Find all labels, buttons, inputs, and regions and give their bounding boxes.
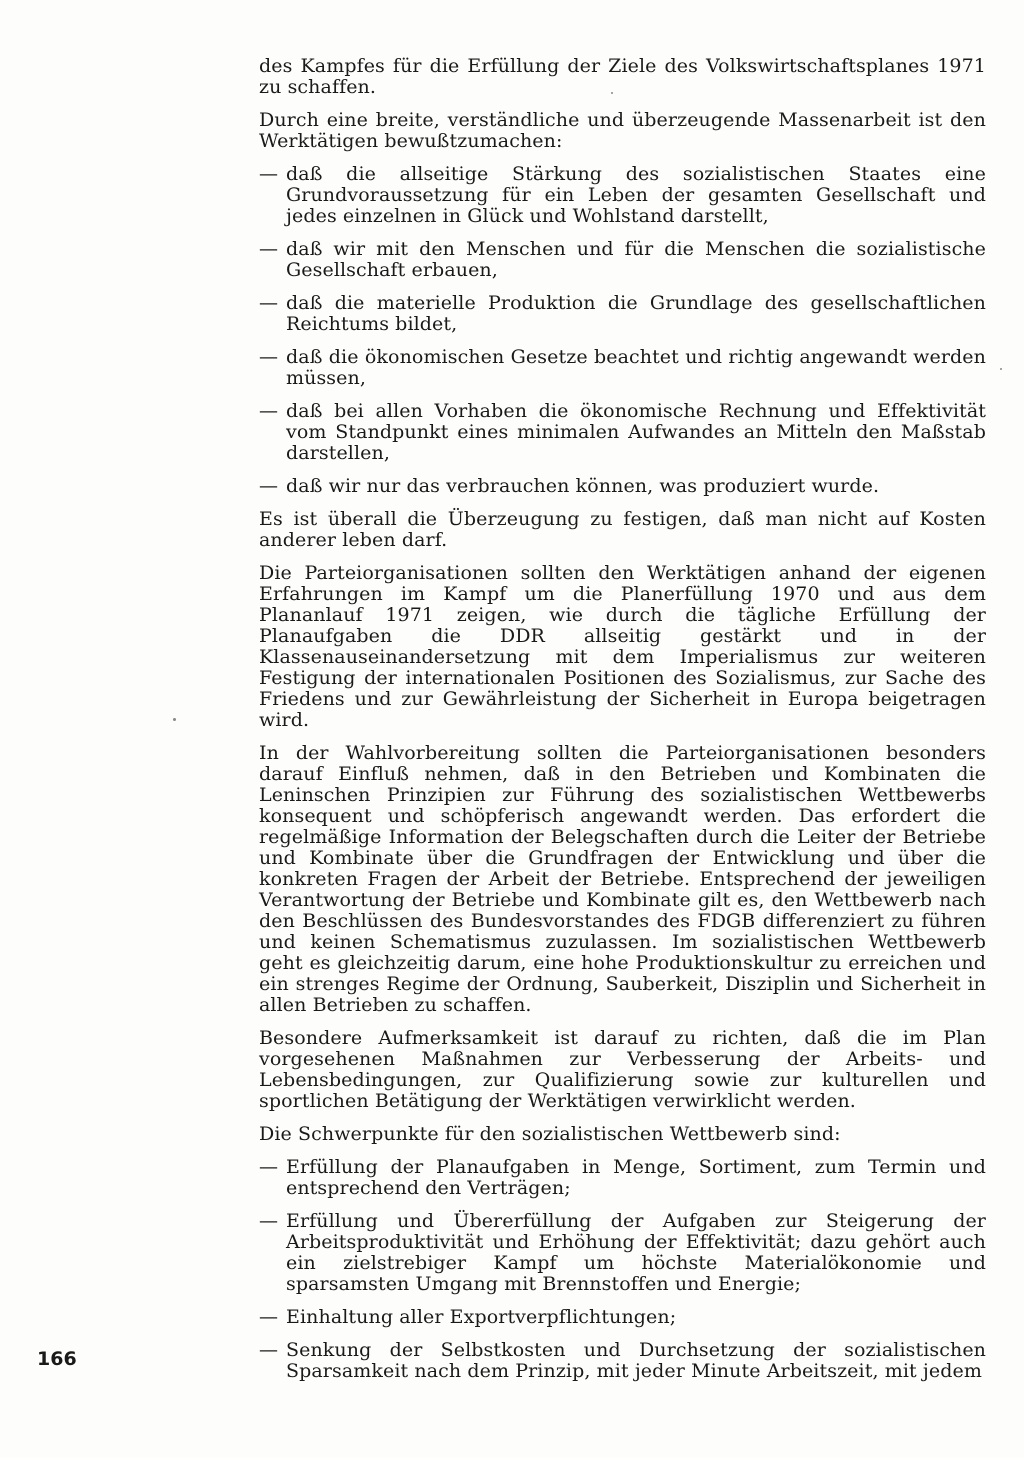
dash-bullet: — — [259, 475, 279, 497]
paragraph-continuation: des Kampfes für die Erfüllung der Ziele des Volkswirtschaftsplanes 1971 zu schaffen. — [259, 55, 986, 98]
list-item — [259, 1211, 986, 1295]
paragraph-intro: Durch eine breite, verständliche und überzeugende Massenarbeit ist den Werktätigen bewußtzumachen: — [259, 109, 986, 152]
list-item-text: daß die materielle Produktion die Grundlage des gesellschaftlichen Reichtums bildet, — [286, 292, 986, 335]
paragraph-conviction: Es ist überall die Überzeugung zu festigen, daß man nicht auf Kosten anderer leben darf. — [259, 508, 986, 551]
dash-bullet: — — [259, 1210, 279, 1232]
dash-bullet: — — [259, 346, 279, 368]
list-item-text: Erfüllung und Übererfüllung der Aufgaben zur Steigerung der Arbeitsproduktivität und Erhöhung der Effektivität; dazu gehört auch ein zielstrebiger Kampf um höchste Materialökonomie und sparsamsten Umgang mit Brennstoffen und Energie; — [286, 1210, 986, 1295]
list-item-text: Erfüllung der Planaufgaben in Menge, Sortiment, zum Termin und entsprechend den Verträgen; — [286, 1156, 986, 1199]
body-text — [259, 56, 986, 1394]
list-item — [259, 1307, 986, 1328]
list-item-text: daß die allseitige Stärkung des sozialistischen Staates eine Grundvoraussetzung für ein Leben der gesamten Gesellschaft und jedes einzelnen in Glück und Wohlstand darstellt, — [286, 163, 986, 227]
dash-bullet: — — [259, 1339, 279, 1361]
list-item — [259, 1340, 986, 1382]
list-item-text: daß wir nur das verbrauchen können, was produziert wurde. — [286, 475, 880, 497]
list-item-text: daß die ökonomischen Gesetze beachtet und richtig angewandt werden müssen, — [286, 346, 986, 389]
list-item — [259, 476, 986, 497]
page-number: 166 — [37, 1348, 77, 1370]
scan-speck — [173, 718, 176, 721]
dash-bullet: — — [259, 1306, 279, 1328]
dash-bullet: — — [259, 238, 279, 260]
paragraph-priorities-intro: Die Schwerpunkte für den sozialistischen Wettbewerb sind: — [259, 1123, 841, 1145]
list-item-text: daß wir mit den Menschen und für die Menschen die sozialistische Gesellschaft erbauen, — [286, 238, 986, 281]
dash-bullet: — — [259, 1156, 279, 1178]
dash-bullet: — — [259, 400, 279, 422]
dash-bullet: — — [259, 292, 279, 314]
paragraph-election-preparation: In der Wahlvorbereitung sollten die Parteiorganisationen besonders darauf Einfluß nehmen, daß in den Betrieben und Kombinaten die Leninschen Prinzipien zur Führung des sozialistischen Wettbewerbs konsequent und schöpferisch angewandt werden. Das erfordert die regelmäßige Information der Belegschaften durch die Leiter der Betriebe und Kombinate über die Grundfragen der Entwicklung und über die konkreten Fragen der Arbeit der Betriebe. Entsprechend der jeweiligen Verantwortung der Betriebe und Kombinate gilt es, den Wettbewerb nach den Beschlüssen des Bundesvorstandes des FDGB differenziert zu führen und keinen Schematismus zuzulassen. Im sozialistischen Wettbewerb geht es gleichzeitig darum, eine hohe Produktionskultur zu erreichen und ein strenges Regime der Ordnung, Sauberkeit, Disziplin und Sicherheit in allen Betrieben zu schaffen. — [259, 742, 986, 1016]
list-item-text: daß bei allen Vorhaben die ökonomische Rechnung und Effektivität vom Standpunkt eines minimalen Aufwandes an Mitteln den Maßstab darstellen, — [286, 400, 986, 464]
list-item-text: Senkung der Selbstkosten und Durchsetzung der sozialistischen Sparsamkeit nach dem Prinzip, mit jeder Minute Arbeitszeit, mit jedem — [286, 1339, 986, 1382]
scan-speck — [1000, 368, 1002, 370]
list-item — [259, 401, 986, 464]
scan-speck — [611, 92, 613, 94]
list-item — [259, 293, 986, 335]
dash-bullet: — — [259, 163, 279, 185]
paragraph-attention: Besondere Aufmerksamkeit ist darauf zu richten, daß die im Plan vorgesehenen Maßnahmen zur Verbesserung der Arbeits- und Lebensbedingungen, zur Qualifizierung sowie zur kulturellen und sportlichen Betätigung der Werktätigen verwirklicht werden. — [259, 1027, 986, 1112]
paragraph-party-organisations: Die Parteiorganisationen sollten den Werktätigen anhand der eigenen Erfahrungen im Kampf um die Planerfüllung 1970 und aus dem Plananlauf 1971 zeigen, wie durch die tägliche Erfüllung der Planaufgaben die DDR allseitig gestärkt und in der Klassenauseinandersetzung mit dem Imperialismus zur weiteren Festigung der internationalen Positionen des Sozialismus, zur Sache des Friedens und zur Gewährleistung der Sicherheit in Europa beigetragen wird. — [259, 562, 986, 731]
awareness-list — [259, 164, 986, 497]
list-item — [259, 347, 986, 389]
list-item — [259, 164, 986, 227]
list-item — [259, 1157, 986, 1199]
list-item — [259, 239, 986, 281]
list-item-text: Einhaltung aller Exportverpflichtungen; — [286, 1306, 677, 1328]
priorities-list — [259, 1157, 986, 1382]
